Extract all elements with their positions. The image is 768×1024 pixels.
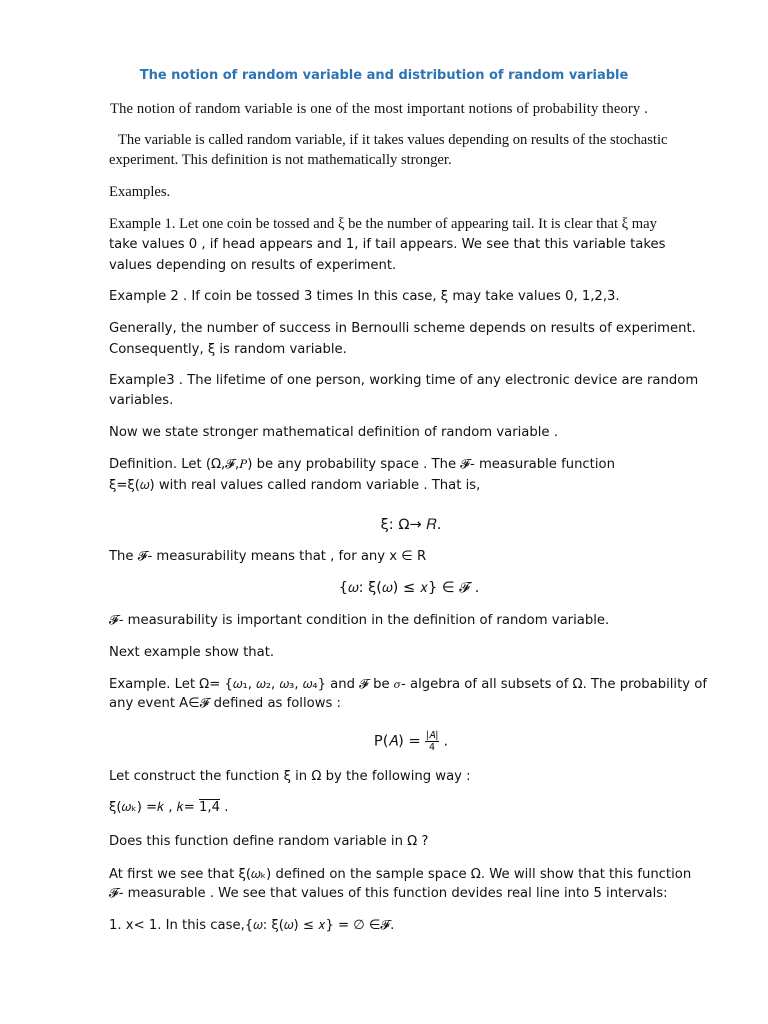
fraction-denominator: 4	[429, 742, 436, 753]
document-title: The notion of random variable and distribution of random variable	[139, 68, 629, 83]
paragraph-line: Next example show that.	[109, 645, 275, 660]
paragraph-line: 𝓕- measurability is important condition in the definition of random variable.	[109, 613, 610, 628]
paragraph-line: Example. Let Ω= {𝜔₁, 𝜔₂, 𝜔₃, 𝜔₄} and 𝓕 be 𝜎- algebra of all subsets of Ω. The probability of	[109, 677, 707, 692]
paragraph-line: Does this function define random variable in Ω ?	[109, 834, 429, 849]
paragraph-line: Example 2 . If coin be tossed 3 times In this case, ξ may take values 0, 1,2,3.	[109, 289, 620, 304]
paragraph-line: At first we see that ξ(𝜔ₖ) defined on the sample space Ω. We will show that this function	[109, 867, 692, 882]
paragraph-line: The notion of random variable is one of the most important notions of probability theory .	[110, 101, 648, 117]
paragraph-line: The variable is called random variable, if it takes values depending on results of the stochastic	[118, 132, 668, 148]
paragraph-line: ξ=ξ(𝜔) with real values called random variable . That is,	[109, 478, 481, 493]
paragraph-line: Example 1. Let one coin be tossed and ξ be the number of appearing tail. It is clear that ξ may	[109, 216, 657, 232]
range-overline: 1,4	[199, 800, 220, 815]
formula-end: .	[220, 800, 229, 815]
paragraph-line: Example3 . The lifetime of one person, working time of any electronic device are random	[109, 373, 699, 388]
paragraph-line: Generally, the number of success in Bernoulli scheme depends on results of experiment.	[109, 321, 696, 336]
paragraph-line: experiment. This definition is not mathematically stronger.	[109, 152, 452, 168]
paragraph-line: Definition. Let (Ω,𝓕,𝑃) be any probability space . The 𝓕- measurable function	[109, 457, 615, 472]
paragraph-line: Now we state stronger mathematical definition of random variable .	[109, 425, 558, 440]
fraction-numerator: |𝐴|	[425, 730, 439, 741]
paragraph-line: values depending on results of experiment.	[109, 258, 397, 273]
paragraph-line: Let construct the function ξ in Ω by the following way :	[109, 769, 471, 784]
paragraph-line: take values 0 , if head appears and 1, if tail appears. We see that this variable takes	[109, 237, 666, 252]
paragraph-line: Examples.	[109, 184, 171, 200]
paragraph-line: any event A∈𝓕 defined as follows :	[109, 696, 341, 711]
paragraph-line: variables.	[109, 393, 174, 408]
math-formula: ξ: Ω→ 𝑅.	[380, 516, 442, 533]
fraction	[425, 730, 440, 753]
formula-lhs: P(𝐴) =	[373, 732, 421, 750]
paragraph-line: 𝓕- measurable . We see that values of this function devides real line into 5 intervals:	[109, 886, 668, 901]
paragraph-line: Consequently, ξ is random variable.	[109, 342, 347, 357]
paragraph-line: The 𝓕- measurability means that , for any x ∈ R	[109, 549, 427, 564]
math-formula-probability	[27, 730, 768, 753]
math-formula: {𝜔: ξ(𝜔) ≤ 𝑥} ∈ 𝓕 .	[338, 579, 480, 596]
formula-end: .	[443, 732, 449, 750]
paragraph-line: 1. x< 1. In this case,{𝜔: ξ(𝜔) ≤ 𝑥} = ∅ ∈𝓕.	[109, 918, 395, 933]
math-formula-definition	[109, 799, 228, 817]
formula-lhs: ξ(𝜔ₖ) =𝑘 , 𝑘=	[109, 800, 200, 815]
